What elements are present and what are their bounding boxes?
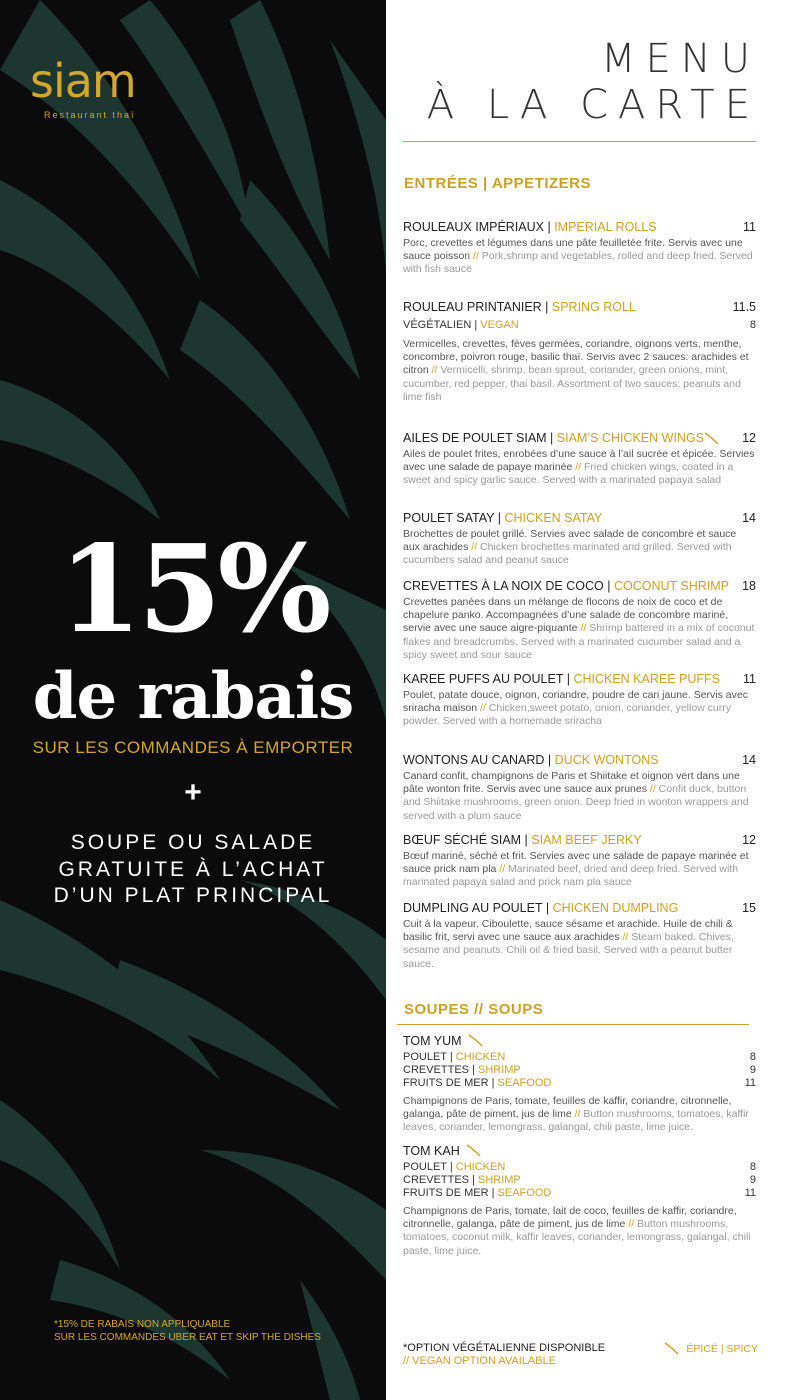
item-name-fr: AILES DE POULET SIAM | — [403, 431, 557, 445]
promo-rabais: de rabais — [32, 659, 354, 734]
item-vegan-option: VÉGÉTALIEN | VEGAN 8 — [403, 319, 756, 331]
brand-logo — [30, 54, 150, 120]
soups-divider — [397, 1024, 749, 1025]
item-name-fr: DUMPLING AU POULET | — [403, 901, 553, 915]
menu-title — [427, 36, 760, 128]
item-description: Porc, crevettes et légumes dans une pâte feuilletée frite. Servis avec une sauce poisson // Pork,shrimp and vegetables, rolled and deep fried. Served with fish sauce — [403, 237, 753, 276]
item-price: 14 — [742, 753, 756, 767]
item-price: 12 — [742, 833, 756, 847]
brand-name: siam — [30, 54, 136, 108]
item-name-en: CHICKEN SATAY — [504, 511, 603, 525]
item-name-fr: BŒUF SÉCHÉ SIAM | — [403, 833, 532, 847]
promo-panel — [0, 0, 386, 1400]
soup-description: Champignons de Paris, tomate, feuilles de kaffir, coriandre, citronnelle, galanga, pâte de piment, jus de lime // Button mushrooms, tomatoes, kaffir leaves, coriander, lemongrass, galangal, chili paste, lime juice. — [403, 1095, 749, 1134]
vegan-note-en: // VEGAN OPTION AVAILABLE — [403, 1355, 557, 1367]
promo-disclaimer-line: *15% DE RABAIS NON APPLIQUABLE — [54, 1319, 231, 1330]
menu-item — [403, 430, 756, 488]
soup-option: FRUITS DE MER | SEAFOOD 11 — [403, 1077, 756, 1089]
menu-item — [403, 219, 756, 277]
soup-option: FRUITS DE MER | SEAFOOD 11 — [403, 1187, 756, 1199]
soup-name: TOM KAH — [403, 1144, 460, 1158]
item-name-fr: POULET SATAY | — [403, 511, 505, 525]
menu-item — [403, 510, 756, 568]
promo-plus: + — [184, 776, 202, 809]
vegan-note-fr: *OPTION VÉGÉTALIENNE DISPONIBLE — [403, 1342, 606, 1354]
promo-free-line: SOUPE OU SALADE — [70, 831, 316, 854]
item-name-fr: ROULEAUX IMPÉRIAUX | — [403, 220, 555, 234]
item-name-fr: ROULEAU PRINTANIER | — [403, 300, 552, 314]
promo-free-line: D’UN PLAT PRINCIPAL — [53, 884, 333, 908]
item-description: Vermicelles, crevettes, fèves germées, coriandre, oignons verts, menthe, concombre, poivron rouge, basilic thaï. Servis avec 2 sauces: arachides et citron // Vermicelli, shrimp, bean sprout, coriander, green onions, mint, cucumber, red pepper, thai basil. Assortment of two sauces: peanuts and lime fish — [403, 338, 749, 403]
vegan-note — [403, 1342, 605, 1368]
promo-disclaimer-line: SUR LES COMMANDES UBER EAT ET SKIP THE DISHES — [54, 1332, 321, 1343]
chili-icon — [466, 1144, 482, 1158]
chili-icon — [704, 432, 720, 446]
item-price: 14 — [742, 511, 756, 525]
soup-name: TOM YUM — [403, 1034, 462, 1048]
item-price: 11 — [743, 220, 756, 234]
item-name-en: DUCK WONTONS — [554, 753, 659, 767]
soup-option: CREVETTES | SHRIMP 9 — [403, 1064, 756, 1076]
promo-percent: 15% — [58, 519, 328, 660]
item-description: Poulet, patate douce, oignon, coriandre, poudre de cari jaune. Servis avec sriracha maison // Chicken,sweet potato, onion, coriander, yellow curry powder. Served with a homemade sriracha — [403, 689, 748, 728]
item-price: 15 — [742, 901, 756, 915]
item-name-fr: KAREE PUFFS AU POULET | — [403, 672, 574, 686]
soup-option: POULET | CHICKEN 8 — [403, 1051, 756, 1063]
menu-item — [403, 900, 756, 971]
item-name-en: CHICKEN DUMPLING — [552, 901, 679, 915]
menu-panel — [386, 0, 788, 1400]
item-name-en: COCONUT SHRIMP — [613, 579, 729, 593]
soups-heading: SOUPES // SOUPS — [404, 1001, 544, 1018]
menu-item — [403, 299, 756, 404]
item-name-en: IMPERIAL ROLLS — [554, 220, 657, 234]
soup-description: Champignons de Paris, tomate, lait de coco, feuilles de kaffir, coriandre, citronnelle, galanga, pâte de piment, jus de lime // Button mushrooms, tomatoes, coconut milk, kaffir leaves, coriander, lemongrass, galangal, chili paste, lime juice. — [403, 1205, 751, 1257]
promo-disclaimer — [54, 1318, 321, 1344]
item-price: 11 — [743, 672, 756, 686]
chili-icon — [664, 1342, 680, 1356]
item-description: Canard confit, champignons de Paris et Shiitake et oignon vert dans une pâte wonton frite. Servis avec une sauce aux prunes // Confit duck, button and Shiitake mushrooms, green onion. Deep fried in wonton wrappers and served with a plum sauce — [403, 770, 749, 822]
item-name-en: SIAM’S CHICKEN WINGS — [556, 431, 705, 445]
item-name-en: CHICKEN KAREE PUFFS — [573, 672, 720, 686]
chili-icon — [468, 1034, 484, 1048]
item-name-fr: WONTONS AU CANARD | — [403, 753, 555, 767]
item-description: Ailes de poulet frites, enrobées d’une sauce à l’ail sucrée et épicée. Servies avec une salade de papaye marinée // Fried chicken wings, coated in a sweet and spicy garlic sauce. Served with a marinated papaya salad — [403, 448, 755, 487]
item-price: 12 — [742, 431, 756, 445]
menu-title-line: À LA CARTE — [426, 82, 760, 128]
promo-free-line: GRATUITE À L’ACHAT — [58, 857, 328, 881]
menu-title-line: MENU — [601, 36, 760, 82]
item-name-en: SPRING ROLL — [551, 300, 636, 314]
item-description: Crevettes panées dans un mélange de flocons de noix de coco et de chapelure panko. Accompagnées d’une salade de concombre mariné, servie avec une sauce aigre-piquante // Shrimp battered in a mix of coconut flakes and breadcrumbs. Served with a marinated cucumber salad and a spicy sweet and sour sauce — [403, 596, 755, 661]
menu-item — [403, 578, 756, 662]
brand-subtitle: Restaurant thaï — [44, 110, 136, 120]
menu-item — [403, 671, 756, 729]
soup-option: POULET | CHICKEN 8 — [403, 1161, 756, 1173]
item-vegan-price: 8 — [749, 319, 756, 331]
item-description: Brochettes de poulet grillé. Servies avec salade de concombre et sauce aux arachides // Chicken brochettes marinated and grilled. Served with cucumbers salad and peanut sauce — [403, 528, 737, 567]
item-name-en: SIAM BEEF JERKY — [531, 833, 642, 847]
appetizers-heading: ENTRÉES | APPETIZERS — [404, 175, 592, 192]
menu-item — [403, 832, 756, 890]
promo-free-offer — [0, 830, 386, 910]
item-price: 18 — [742, 579, 756, 593]
title-divider — [403, 141, 756, 142]
item-description: Bœuf mariné, séché et frit. Servies avec une salade de papaye marinée et sauce prick nam pla // Marinated beef, dried and deep fried. Served with marinated papaya salad and prick nam pla sauce — [403, 850, 749, 889]
soup-item — [403, 1033, 756, 1135]
promo-orders: SUR LES COMMANDES À EMPORTER — [32, 738, 354, 757]
spicy-legend — [664, 1342, 758, 1356]
spicy-legend-label: ÉPICÉ | SPICY — [686, 1343, 758, 1355]
soup-option: CREVETTES | SHRIMP 9 — [403, 1174, 756, 1186]
item-name-fr: CREVETTES À LA NOIX DE COCO | — [403, 579, 614, 593]
soup-item — [403, 1143, 756, 1258]
item-price: 11.5 — [732, 300, 756, 314]
item-description: Cuit à la vapeur. Ciboulette, sauce sésame et arachide. Huile de chili & basilic frit, servi avec une sauce aux arachides // Steam baked. Chives, sesame and peanuts. Chili oil & fried basil. Served with a peanut butter sauce. — [403, 918, 734, 970]
menu-item — [403, 752, 756, 823]
